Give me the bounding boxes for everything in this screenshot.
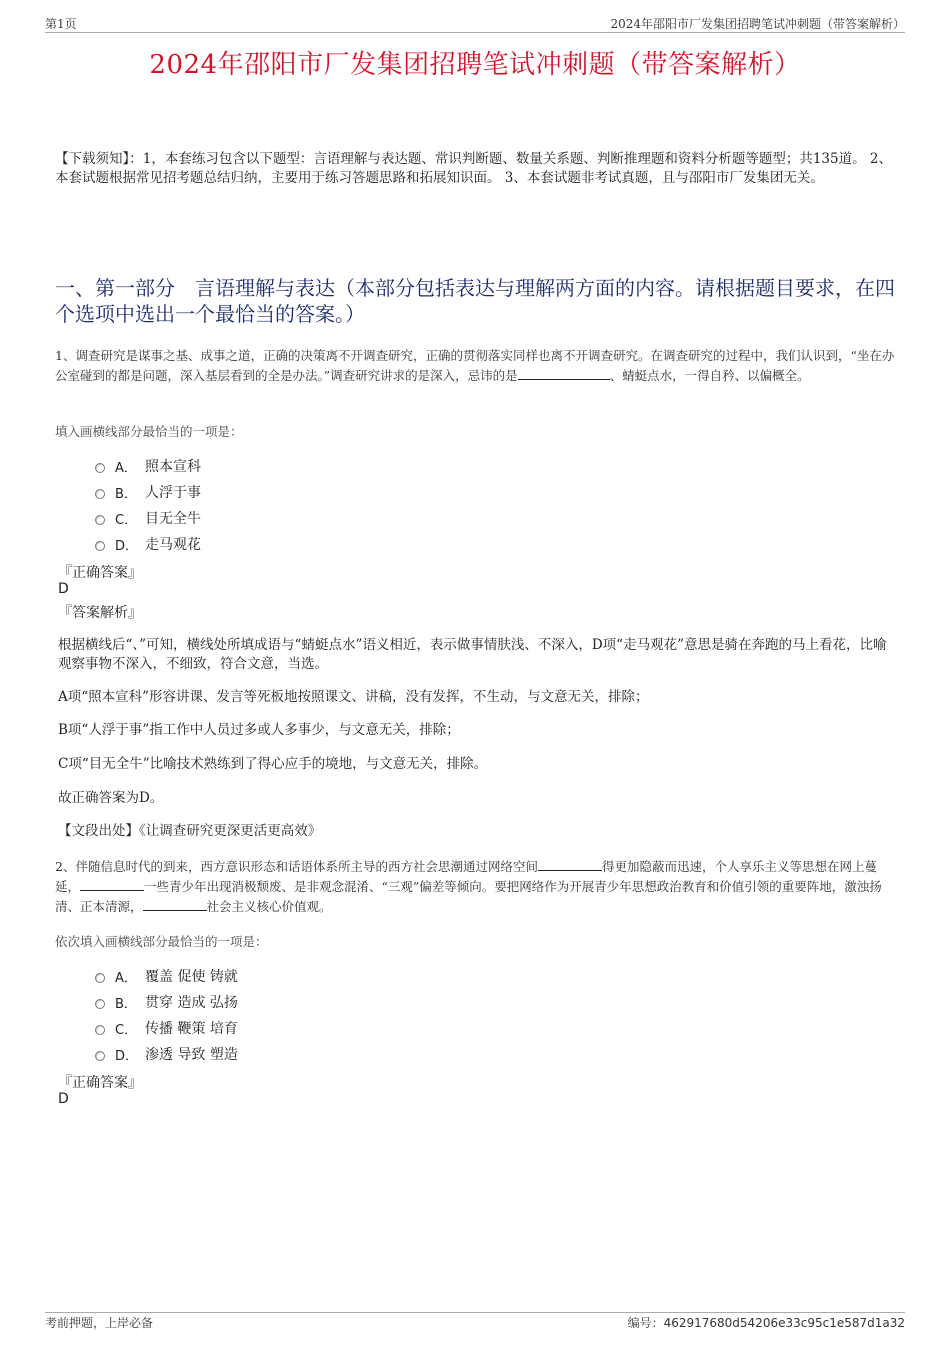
radio-icon[interactable] xyxy=(95,541,105,551)
download-notice: 【下载须知】：1，本套练习包含以下题型：言语理解与表达题、常识判断题、数量关系题、判断推理题和资料分析题等题型；共135道。 2、本套试题根据常见招考题总结归纳，主要用于练习答题思路和拓展知识面。 3、本套试题非考试真题，且与邵阳市厂发集团无关。 xyxy=(55,151,892,186)
footer-slogan: 考前押题，上岸必备 xyxy=(45,1316,154,1330)
option-a[interactable]: A． 照本宣科 xyxy=(95,453,201,479)
source-citation: 【文段出处】《让调查研究更深更活更高效》 xyxy=(58,823,322,839)
question-2-instruction: 依次填入画横线部分最恰当的一项是： xyxy=(55,934,268,949)
correct-answer-value: D xyxy=(58,581,69,597)
question-1-options xyxy=(95,453,201,557)
question-1-instruction: 填入画横线部分最恰当的一项是： xyxy=(55,424,243,439)
analysis-paragraph: 根据横线后“、”可知，横线处所填成语与“蜻蜓点水”语义相近，表示做事情肤浅、不深入，D项“走马观花”意思是骑在奔跑的马上看花，比喻观察事物不深入，不细致，符合文意，当选。 xyxy=(58,637,887,672)
radio-icon[interactable] xyxy=(95,1025,105,1035)
footer-divider xyxy=(45,1312,905,1313)
option-c[interactable]: C． 传播 鞭策 培育 xyxy=(95,1015,238,1041)
radio-icon[interactable] xyxy=(95,999,105,1009)
question-1-text xyxy=(55,346,900,386)
page-header xyxy=(45,14,905,33)
answer-blank xyxy=(143,897,207,911)
radio-icon[interactable] xyxy=(95,463,105,473)
question-1-text-a: 1、调查研究是谋事之基、成事之道，正确的决策离不开调查研究，正确的贯彻落实同样也离不开调查研究。在调查研究的过程中，我们认识到，“坐在办公室碰到的都是问题，深入基层看到的全是办法。”调查研究讲求的是深入，忌讳的是 xyxy=(55,348,895,383)
option-d[interactable]: D． 走马观花 xyxy=(95,531,201,557)
question-2-text: 2、伴随信息时代的到来，西方意识形态和话语体系所主导的西方社会思潮通过网络空间 得更加隐蔽而迅速，个人享乐主义等思想在网上蔓延， 一些青少年出现消极颓废、是非观念混淆、“三观”偏差等倾向。要把网络作为开展青少年思想政治教育和价值引领的重要阵地，激浊扬清、正本清源， 社会主义核心价值观。 xyxy=(55,859,882,914)
analysis-paragraph: C项“目无全牛”比喻技术熟练到了得心应手的境地，与文意无关，排除。 xyxy=(58,756,488,772)
section-title: 一、第一部分 言语理解与表达（本部分包括表达与理解两方面的内容。请根据题目要求，在四个选项中选出一个最恰当的答案。） xyxy=(55,276,895,326)
option-a[interactable]: A． 覆盖 促使 铸就 xyxy=(95,963,238,989)
header-doc-title: 2024年邵阳市厂发集团招聘笔试冲刺题（带答案解析） xyxy=(610,17,905,31)
page-number: 第1页 xyxy=(45,17,77,31)
question-2-options xyxy=(95,963,238,1067)
answer-blank xyxy=(80,877,144,891)
analysis-paragraph: A项“照本宣科”形容讲课、发言等死板地按照课文、讲稿，没有发挥，不生动，与文意无关，排除； xyxy=(58,689,649,705)
analysis-label: 『答案解析』 xyxy=(58,605,142,621)
option-b[interactable]: B． 人浮于事 xyxy=(95,479,201,505)
option-d[interactable]: D． 渗透 导致 塑造 xyxy=(95,1041,238,1067)
radio-icon[interactable] xyxy=(95,973,105,983)
radio-icon[interactable] xyxy=(95,515,105,525)
page-title: 2024年邵阳市厂发集团招聘笔试冲刺题（带答案解析） xyxy=(149,50,801,80)
footer-doc-id: 编号：462917680d54206e33c95c1e587d1a32 xyxy=(627,1316,905,1330)
radio-icon[interactable] xyxy=(95,489,105,499)
option-c[interactable]: C． 目无全牛 xyxy=(95,505,201,531)
analysis-paragraph: 故正确答案为D。 xyxy=(58,790,164,806)
correct-answer-value: D xyxy=(58,1091,69,1107)
answer-blank xyxy=(538,857,602,871)
answer-blank xyxy=(518,366,610,380)
option-b[interactable]: B． 贯穿 造成 弘扬 xyxy=(95,989,238,1015)
correct-answer-label: 『正确答案』 xyxy=(58,565,142,581)
analysis-paragraph: B项“人浮于事”指工作中人员过多或人多事少，与文意无关，排除； xyxy=(58,722,460,738)
correct-answer-label: 『正确答案』 xyxy=(58,1075,142,1091)
question-1-text-b: 、蜻蜓点水，一得自矜、以偏概全。 xyxy=(609,368,810,383)
radio-icon[interactable] xyxy=(95,1051,105,1061)
